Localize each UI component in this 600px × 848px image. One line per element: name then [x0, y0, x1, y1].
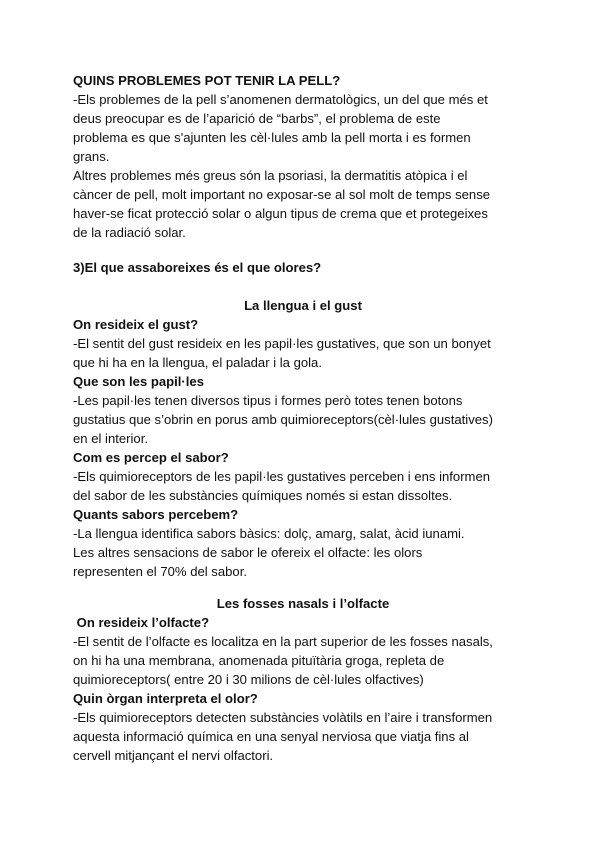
question-3 — [73, 258, 533, 277]
text-line: on hi ha una membrana, anomenada pituïtària groga, repleta de — [73, 653, 445, 668]
text-line: problema es que s'ajunten les cèl·lules amb la pell morta i es formen — [73, 130, 471, 145]
text-line: de la radiació solar. — [73, 225, 186, 240]
subquestion: Que son les papil·les — [73, 374, 204, 389]
text-line: -Els quimioreceptors de les papil·les gustatives perceben i ens informen — [73, 469, 491, 484]
text-line: representen el 70% del sabor. — [73, 564, 247, 579]
text-line: quimioreceptors( entre 20 i 30 milions de cèl·lules olfactives) — [73, 672, 424, 687]
text-line: del sabor de les substàncies químiques només si estan dissoltes. — [73, 488, 453, 503]
text-line: cervell mitjançant el nervi olfactori. — [73, 748, 274, 763]
subquestion: Quin òrgan interpreta el olor? — [73, 691, 258, 706]
section-gust — [73, 296, 533, 581]
text-line: -Les papil·les tenen diversos tipus i formes però totes tenen botons — [73, 393, 463, 408]
text-line: grans. — [73, 149, 110, 164]
subquestion: On resideix el gust? — [73, 317, 199, 332]
text-line: gustatius que s’obrin en porus amb quimioreceptors(cèl·lules gustatives) — [73, 412, 493, 427]
text-line: aquesta informació química en una senyal nerviosa que viatja fins al — [73, 729, 469, 744]
text-line: -El sentit del gust resideix en les papil·les gustatives, que son un bonyet — [73, 336, 491, 351]
text-line: deus preocupar es de l’aparició de “barbs”, el problema de este — [73, 111, 441, 126]
subquestion: Quants sabors percebem? — [73, 507, 239, 522]
section-olfacte — [73, 594, 533, 765]
text-line: que hi ha en la llengua, el paladar i la gola. — [73, 355, 322, 370]
text-line: Les altres sensacions de sabor le ofereix el olfacte: les olors — [73, 545, 423, 560]
text-line: Altres problemes més greus són la psoriasi, la dermatitis atòpica i el — [73, 168, 468, 183]
text-line: -Els quimioreceptors detecten substàncies volàtils en l’aire i transformen — [73, 710, 493, 725]
text-line: -La llengua identifica sabors bàsics: dolç, amarg, salat, àcid iunami. — [73, 526, 465, 541]
question-heading: 3)El que assaboreixes és el que olores? — [73, 260, 322, 275]
section-heading: QUINS PROBLEMES POT TENIR LA PELL? — [73, 73, 341, 88]
text-line: en el interior. — [73, 431, 148, 446]
section-pell — [73, 71, 533, 242]
text-line: -Els problemes de la pell s’anomenen dermatològics, un del que més et — [73, 92, 488, 107]
subquestion: Com es percep el sabor? — [73, 450, 229, 465]
text-line: càncer de pell, molt important no exposar-se al sol molt de temps sense — [73, 187, 491, 202]
subquestion: On resideix l’olfacte? — [73, 615, 210, 630]
section-title: Les fosses nasals i l’olfacte — [216, 596, 390, 611]
text-line: haver-se ficat protecció solar o algun tipus de crema que et protegeixes — [73, 206, 488, 221]
text-line: -El sentit de l’olfacte es localitza en la part superior de les fosses nasals, — [73, 634, 493, 649]
section-title: La llengua i el gust — [244, 298, 362, 313]
